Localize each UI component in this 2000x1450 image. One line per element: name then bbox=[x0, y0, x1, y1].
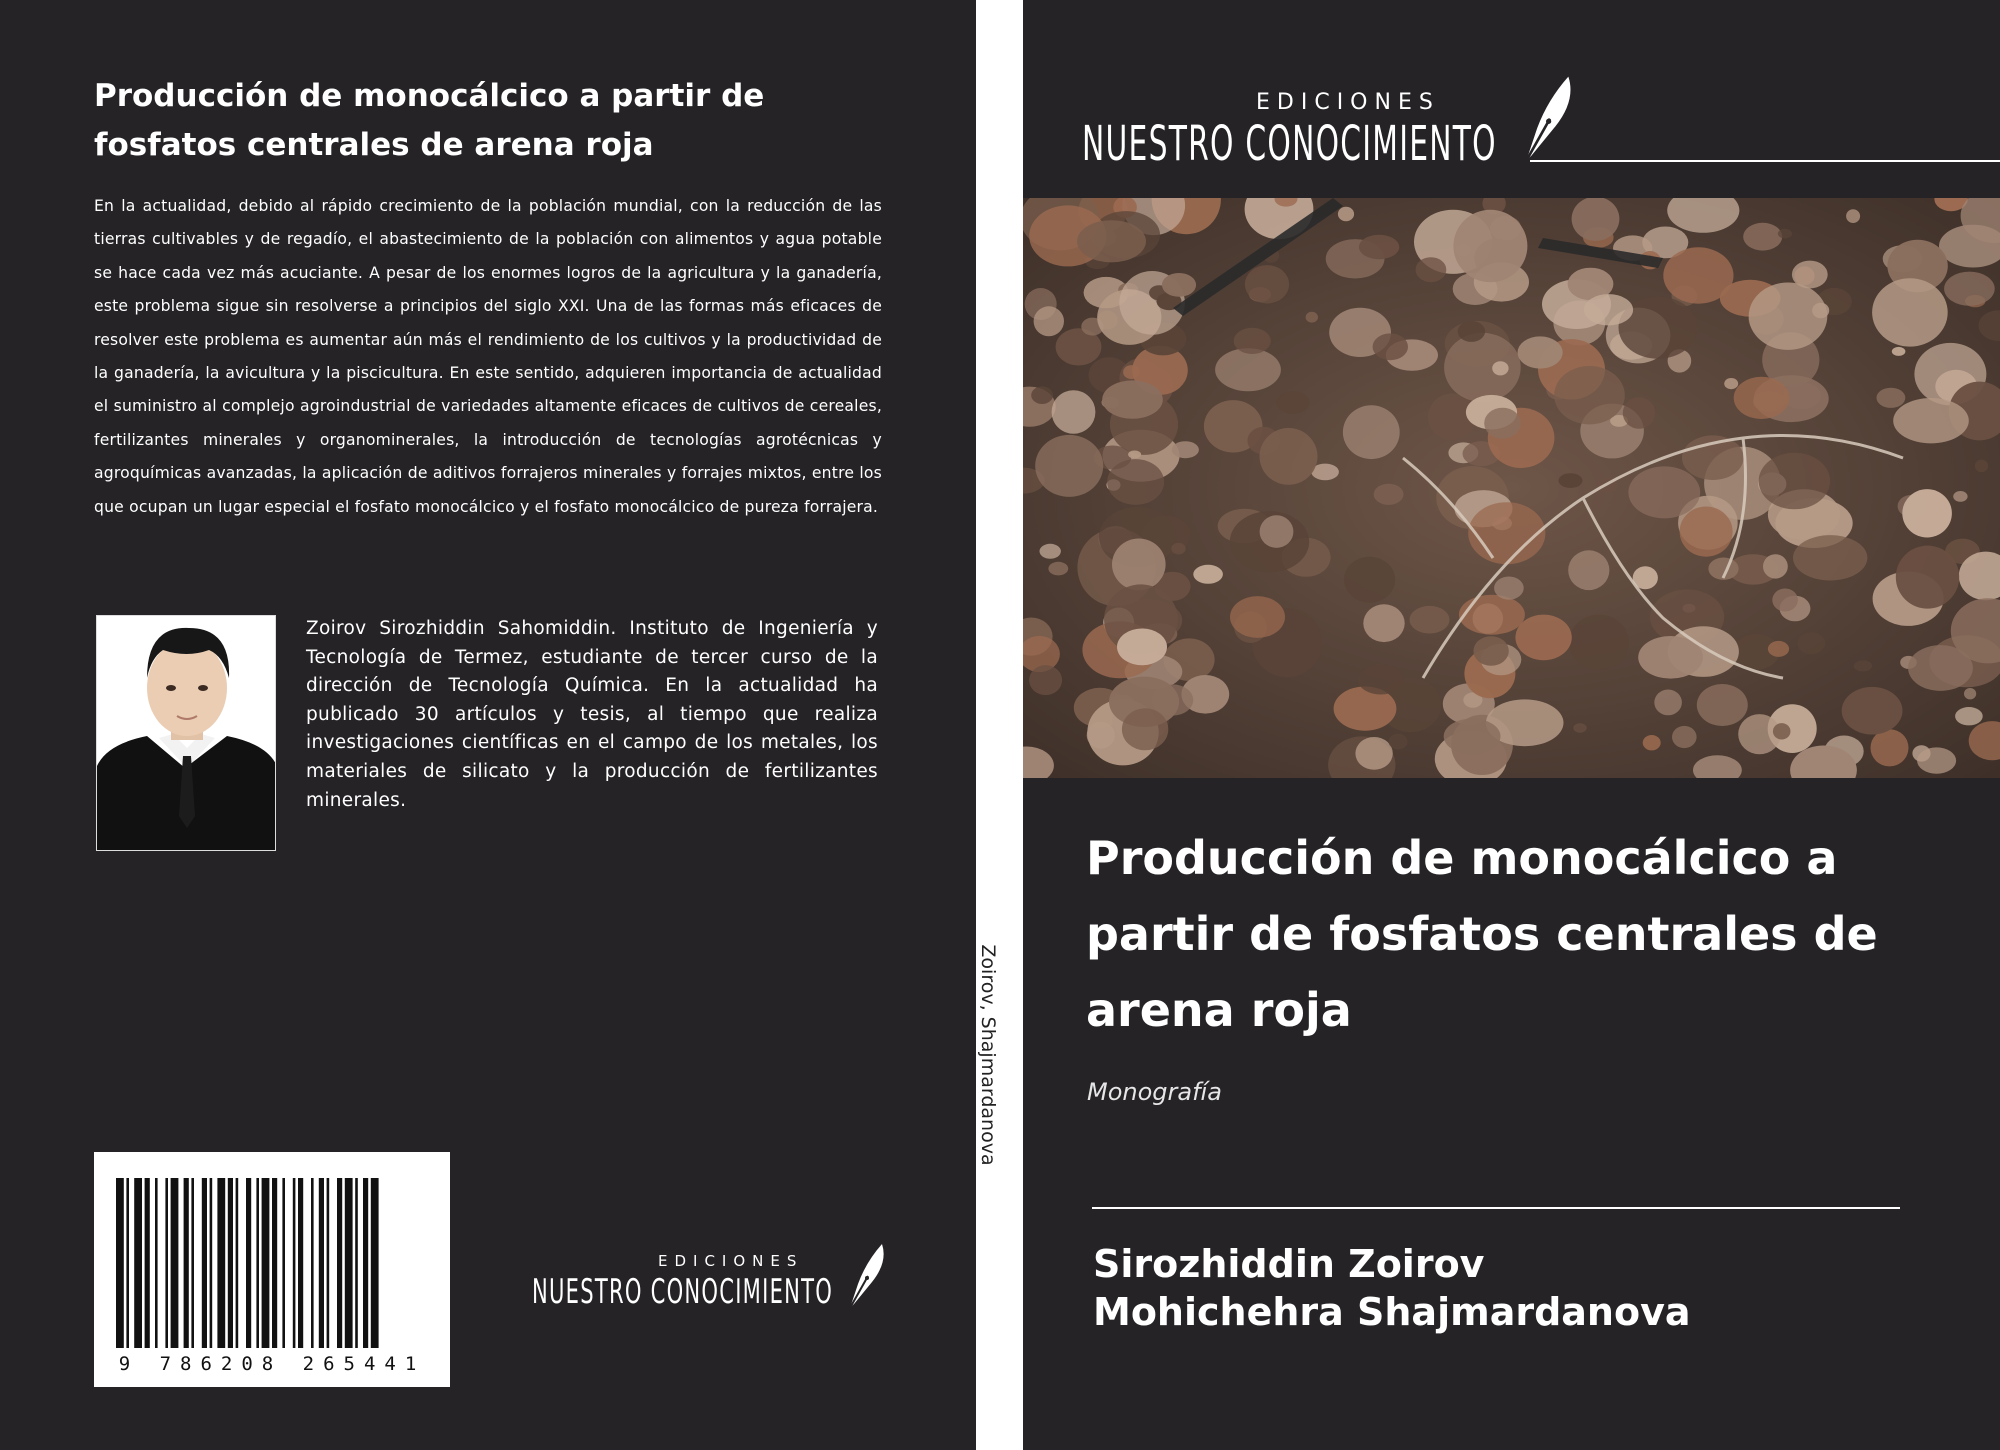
soil-clod bbox=[1559, 473, 1583, 488]
soil-clod bbox=[1872, 278, 1948, 346]
pen-nib-icon bbox=[842, 1242, 888, 1312]
soil-clod bbox=[1902, 489, 1952, 537]
barcode-bar bbox=[298, 1178, 303, 1348]
soil-clod bbox=[1871, 729, 1909, 766]
soil-clod bbox=[1680, 507, 1733, 557]
publisher-logo-line1: EDICIONES bbox=[1256, 90, 1440, 115]
publisher-logo-back bbox=[532, 1252, 892, 1312]
soil-clod bbox=[1697, 684, 1748, 726]
soil-clod bbox=[1128, 451, 1141, 459]
barcode-bar bbox=[134, 1178, 142, 1348]
soil-clod bbox=[1459, 595, 1525, 635]
soil-clod bbox=[1260, 428, 1318, 485]
soil-clod bbox=[1572, 198, 1620, 241]
soil-clod bbox=[1338, 207, 1354, 221]
soil-clod bbox=[1031, 386, 1053, 404]
barcode-bar bbox=[228, 1178, 233, 1348]
soil-clod bbox=[1034, 306, 1064, 336]
soil-clod bbox=[1749, 283, 1828, 350]
author-photo bbox=[96, 615, 276, 851]
soil-clod bbox=[1569, 615, 1629, 671]
barcode-bar bbox=[165, 1178, 168, 1348]
soil-clod bbox=[1389, 734, 1408, 750]
soil-clod bbox=[1343, 405, 1400, 459]
soil-clod bbox=[1672, 726, 1697, 748]
soil-clod bbox=[1515, 615, 1571, 661]
barcode-bar bbox=[327, 1178, 330, 1348]
barcode-bar bbox=[184, 1178, 189, 1348]
front-divider bbox=[1092, 1207, 1900, 1209]
soil-clod bbox=[1416, 257, 1447, 282]
soil-clod bbox=[1773, 723, 1791, 739]
soil-clod bbox=[1468, 502, 1545, 564]
soil-clod bbox=[1359, 235, 1399, 259]
soil-clod bbox=[1102, 380, 1163, 418]
soil-clod bbox=[1842, 687, 1903, 735]
spine-text: Zoirov, Shajmardanova bbox=[977, 944, 999, 1166]
author-bio: Zoirov Sirozhiddin Sahomiddin. Instituto de Ingeniería y Tecnología de Termez, estudiante de tercer curso de la dirección de Tecnología Química. En la actualidad ha publicado 30 artículos y tesis, al tiempo que realiza investigaciones científicas en el campo de los metales, los materiales de silicato y la producción de fertilizantes minerales. bbox=[306, 618, 878, 811]
barcode-bar bbox=[236, 1178, 239, 1348]
soil-clod bbox=[1112, 539, 1166, 591]
soil-clod bbox=[1797, 632, 1825, 654]
soil-clod bbox=[1344, 557, 1395, 603]
barcode-bar bbox=[262, 1178, 270, 1348]
logo-rule bbox=[1530, 160, 2000, 162]
soil-clod bbox=[1215, 348, 1281, 391]
soil-clod bbox=[1724, 378, 1738, 389]
barcode-bar bbox=[282, 1178, 285, 1348]
cover-photo-soil bbox=[1023, 198, 2000, 778]
soil-clod bbox=[1654, 690, 1682, 716]
soil-clod bbox=[1944, 272, 1995, 306]
soil-clod bbox=[1772, 589, 1798, 612]
soil-clod bbox=[1052, 390, 1096, 434]
soil-clod bbox=[1518, 336, 1563, 368]
barcode-bar bbox=[272, 1178, 277, 1348]
publisher-logo-line2: NUESTRO CONOCIMIENTO bbox=[532, 1272, 834, 1312]
soil-clod bbox=[1473, 636, 1508, 666]
barcode-bar bbox=[116, 1178, 124, 1348]
soil-clod bbox=[1117, 629, 1167, 666]
barcode-bar bbox=[311, 1178, 314, 1348]
barcode-bars bbox=[94, 1152, 450, 1387]
soil-clod bbox=[1107, 459, 1164, 505]
barcode-bar bbox=[371, 1178, 379, 1348]
barcode-bar bbox=[256, 1178, 259, 1348]
soil-clod bbox=[1743, 223, 1782, 251]
barcode-bar bbox=[246, 1178, 251, 1348]
soil-clod bbox=[1444, 333, 1521, 402]
soil-clod bbox=[1628, 466, 1700, 518]
soil-clod bbox=[1854, 660, 1872, 671]
isbn-barcode bbox=[94, 1152, 450, 1387]
publisher-logo-line2: NUESTRO CONOCIMIENTO bbox=[1082, 116, 1497, 172]
soil-clod bbox=[1276, 391, 1310, 413]
soil-clod bbox=[1643, 735, 1661, 750]
soil-clod bbox=[1492, 361, 1508, 375]
soil-clod bbox=[1955, 707, 1983, 725]
soil-clod bbox=[1917, 747, 1956, 773]
soil-clod bbox=[1759, 453, 1830, 510]
soil-clod bbox=[1846, 209, 1860, 223]
soil-clod bbox=[1893, 398, 1969, 443]
soil-clod bbox=[1908, 645, 1973, 691]
author-name: Mohichehra Shajmardanova bbox=[1093, 1290, 1691, 1334]
pen-nib-icon bbox=[1514, 74, 1578, 166]
isbn-digits: 9 786208 265441 bbox=[118, 1353, 426, 1375]
soil-clod bbox=[1123, 365, 1140, 379]
soil-clod bbox=[1355, 737, 1392, 770]
soil-clod bbox=[1122, 708, 1168, 750]
author-name: Sirozhiddin Zoirov bbox=[1093, 1242, 1485, 1286]
soil-clod bbox=[1975, 460, 1988, 473]
soil-clod bbox=[1048, 562, 1068, 576]
soil-clod bbox=[1573, 723, 1586, 733]
soil-clod bbox=[1444, 719, 1501, 755]
soil-clod bbox=[1373, 333, 1408, 360]
back-cover-title: Producción de monocálcico a partir de fosfatos centrales de arena roja bbox=[94, 78, 765, 163]
soil-clod bbox=[1554, 366, 1625, 424]
publisher-logo-line1: EDICIONES bbox=[658, 1252, 804, 1270]
soil-clod bbox=[1768, 641, 1789, 657]
barcode-bar bbox=[337, 1178, 342, 1348]
soil-clod bbox=[1763, 554, 1788, 578]
soil-clod bbox=[1306, 312, 1318, 323]
soil-clod bbox=[1363, 604, 1404, 642]
soil-clod bbox=[1374, 484, 1404, 505]
genre-label: Monografía bbox=[1087, 1078, 1222, 1106]
soil-clod bbox=[1162, 273, 1196, 297]
soil-clod bbox=[1734, 377, 1790, 419]
barcode-bar bbox=[191, 1178, 194, 1348]
soil-clod bbox=[1358, 665, 1404, 695]
barcode-bar bbox=[126, 1178, 129, 1348]
soil-clod bbox=[1584, 294, 1633, 325]
soil-clod bbox=[1234, 328, 1271, 354]
barcode-bar bbox=[202, 1178, 207, 1348]
soil-clod bbox=[1077, 220, 1146, 262]
soil-clod bbox=[1568, 550, 1609, 590]
barcode-bar bbox=[355, 1178, 358, 1348]
soil-clod bbox=[1877, 388, 1906, 408]
soil-clod bbox=[1029, 665, 1062, 695]
soil-clod bbox=[1484, 408, 1521, 439]
barcode-bar bbox=[155, 1178, 158, 1348]
soil-clod bbox=[1245, 265, 1289, 303]
barcode-bar bbox=[293, 1178, 296, 1348]
soil-clod bbox=[1410, 606, 1450, 634]
soil-clod bbox=[1458, 321, 1485, 342]
soil-clod bbox=[1035, 435, 1103, 497]
barcode-bar bbox=[363, 1178, 368, 1348]
soil-clod bbox=[1171, 543, 1185, 555]
soil-clod bbox=[1040, 544, 1061, 559]
soil-clod bbox=[1964, 688, 1976, 699]
soil-clod bbox=[1778, 229, 1792, 239]
front-cover-title: Producción de monocálcico a partir de fosfatos centrales de arena roja bbox=[1086, 831, 1878, 1037]
barcode-bar bbox=[171, 1178, 179, 1348]
barcode-bar bbox=[319, 1178, 324, 1348]
publisher-logo-front bbox=[1082, 86, 1997, 172]
soil-clod bbox=[1953, 491, 1967, 502]
soil-clod bbox=[1623, 397, 1655, 429]
soil-clod bbox=[1896, 546, 1959, 609]
barcode-bar bbox=[345, 1178, 353, 1348]
spine bbox=[976, 0, 1023, 1450]
soil-clod bbox=[1793, 535, 1867, 580]
soil-clod bbox=[1193, 565, 1223, 584]
soil-clod bbox=[1230, 596, 1285, 638]
soil-clod bbox=[1892, 347, 1906, 356]
soil-clod bbox=[1260, 515, 1294, 548]
barcode-bar bbox=[145, 1178, 150, 1348]
author-list bbox=[1093, 1240, 1691, 1336]
soil-clod bbox=[1494, 577, 1524, 600]
barcode-bar bbox=[217, 1178, 225, 1348]
back-cover-blurb: En la actualidad, debido al rápido crecimiento de la población mundial, con la reducción de las tierras cultivables y de regadío, el abastecimiento de la población con alimentos y agua potable se hace cada vez más acuciante. A pesar de los enormes logros de la agricultura y la ganadería, este problema sigue sin resolverse a principios del siglo XXI. Una de las formas más eficaces de resolver este problema es aumentar aún más el rendimiento de los cultivos y la productividad de la ganadería, la avicultura y la piscicultura. En este sentido, adquieren importancia de actualidad el suministro al complejo agroindustrial de variedades altamente eficaces de cultivos de cereales, fertilizantes minerales y organominerales, la introducción de tecnologías agrotécnicas y agroquímicas avanzadas, la aplicación de aditivos forrajeros minerales y forrajes mixtos, entre los que ocupan un lugar especial el fosfato monocálcico y el fosfato monocálcico de pureza forrajera. bbox=[94, 197, 882, 516]
barcode-bar bbox=[210, 1178, 213, 1348]
soil-clod bbox=[1172, 441, 1199, 458]
soil-clod bbox=[1453, 210, 1527, 282]
